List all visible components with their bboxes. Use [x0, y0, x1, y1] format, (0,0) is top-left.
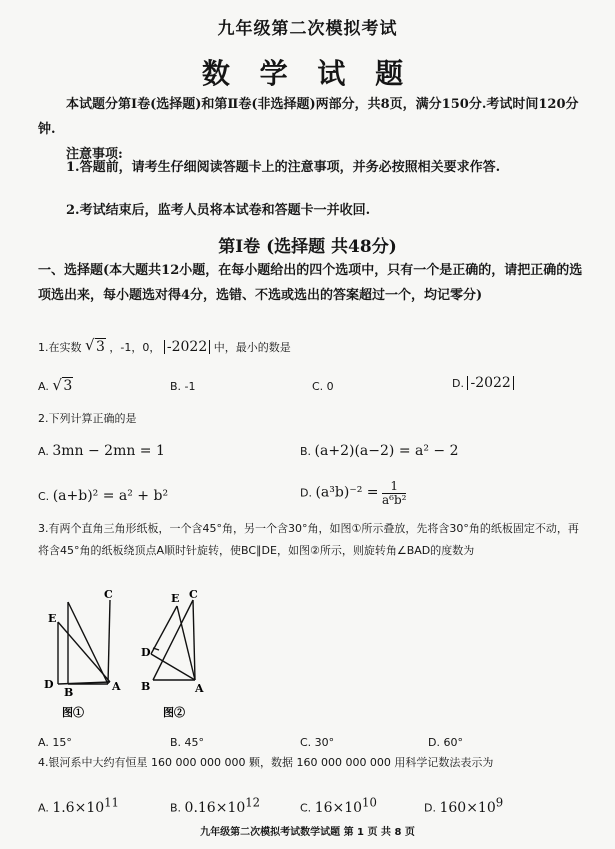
q3-option-c: C. 30°	[300, 736, 335, 749]
question-3-stem: 3.有两个直角三角形纸板，一个含45°角，另一个含30°角，如图①所示叠放，先将含30°角的纸板固定不动，再将含45°角的纸板绕顶点A顺时针旋转，使BC∥DE，如图②所示，则旋转角∠BAD的度数为	[38, 522, 579, 557]
q4-option-b	[170, 795, 260, 816]
q4-option-d	[424, 795, 503, 816]
subject-title: 数 学 试 题	[201, 57, 414, 90]
q4-option-a	[38, 795, 119, 816]
q1-option-a-sqrt: 3	[63, 378, 73, 394]
fraction-numerator: 1	[382, 480, 406, 494]
q1-stem-part-c: 中，最小的数是	[213, 341, 291, 354]
q2-option-b-expr: (a+2)(a−2) = a² − 2	[314, 443, 459, 459]
q1-option-b: B. -1	[170, 380, 196, 393]
figure-1-diagram	[40, 588, 130, 718]
figure-2-diagram	[135, 588, 225, 718]
q4-option-c-exponent: 10	[362, 795, 377, 809]
q4-option-b-base: 0.16×10	[184, 799, 246, 816]
notice-2: 2.考试结束后，监考人员将本试卷和答题卡一并收回.	[66, 203, 371, 218]
intro-paragraph: 本试题分第Ⅰ卷(选择题)和第Ⅱ卷(非选择题)两部分，共8页，满分150分.考试时间120分钟.	[38, 97, 579, 137]
q2-option-d	[300, 480, 406, 507]
q1-stem-part-a: 1.在实数	[38, 341, 82, 354]
q3-option-a: A. 15°	[38, 736, 72, 749]
question-4-stem: 4.银河系中大约有恒星 160 000 000 000 颗，数据 160 000 000 000 用科学记数法表示为	[38, 756, 494, 769]
q1-sqrt-value: 3	[96, 339, 105, 355]
label-d: D	[44, 678, 54, 691]
q1-option-d-abs: -2022	[467, 376, 513, 390]
question-2-stem: 2.下列计算正确的是	[38, 412, 137, 425]
q2-option-a	[38, 443, 165, 459]
q4-option-d-base: 160×10	[439, 799, 496, 816]
notice-title: 注意事项:	[66, 147, 123, 162]
q3-option-b: B. 45°	[170, 736, 205, 749]
q2-option-d-label: D.	[300, 486, 312, 500]
q1-option-c: C. 0	[312, 380, 334, 393]
label-b: B	[64, 686, 74, 699]
q4-option-d-label: D.	[424, 801, 436, 815]
label-b: B	[141, 680, 151, 693]
q4-option-c-base: 16×10	[314, 799, 363, 816]
q2-option-c-expr: (a+b)² = a² + b²	[52, 488, 169, 504]
figure-2-caption: 图②	[163, 706, 185, 718]
q1-option-a	[38, 378, 73, 394]
label-c: C	[189, 588, 198, 601]
q2-option-d-fraction	[382, 480, 406, 507]
figure-2	[135, 588, 225, 722]
q2-option-b	[300, 443, 459, 459]
q2-option-c-label: C.	[38, 490, 50, 503]
q1-option-a-label: A.	[38, 380, 49, 393]
q4-option-c-label: C.	[300, 801, 312, 815]
sqrt-symbol: √ 3	[85, 336, 105, 355]
label-a: A	[112, 680, 121, 693]
q4-option-c	[300, 795, 377, 816]
exam-title: 九年级第二次模拟考试	[217, 19, 398, 39]
q2-option-a-label: A.	[38, 445, 49, 458]
label-c: C	[104, 588, 113, 601]
q4-option-a-exponent: 11	[104, 795, 119, 809]
label-d: D	[141, 646, 151, 659]
label-e: E	[171, 592, 180, 605]
q4-option-a-base: 1.6×10	[52, 799, 105, 816]
figure-1-caption: 图①	[62, 706, 84, 718]
sqrt-symbol: √ 3	[52, 376, 73, 394]
question-1-stem	[38, 336, 586, 359]
notice-1: 1.答题前，请考生仔细阅读答题卡上的注意事项，并务必按照相关要求作答.	[66, 160, 501, 175]
q3-option-d: D. 60°	[428, 736, 463, 749]
q2-option-b-label: B.	[300, 445, 312, 458]
fraction-denominator: a⁶b²	[382, 493, 407, 507]
q4-option-d-exponent: 9	[495, 795, 504, 809]
section-title: 第Ⅰ卷 (选择题 共48分)	[218, 237, 397, 257]
figure-1	[40, 588, 130, 722]
label-e: E	[48, 612, 57, 625]
page-footer: 九年级第二次模拟考试数学试题 第 1 页 共 8 页	[200, 827, 415, 838]
q2-option-c	[38, 488, 168, 504]
section-instructions: 一、选择题(本大题共12小题，在每小题给出的四个选项中，只有一个是正确的，请把正确的选项选出来，每小题选对得4分，选错、不选或选出的答案超过一个，均记零分)	[38, 263, 583, 303]
q4-option-b-label: B.	[170, 801, 182, 815]
q1-option-d	[452, 376, 514, 390]
q1-abs-value: -2022	[164, 340, 210, 354]
q2-option-a-expr: 3mn − 2mn = 1	[52, 443, 165, 459]
q4-option-a-label: A.	[38, 801, 49, 815]
q1-stem-part-b: ，-1，0，	[109, 341, 161, 354]
q1-option-d-label: D.	[452, 377, 464, 390]
label-a: A	[195, 682, 204, 695]
q4-option-b-exponent: 12	[245, 795, 261, 809]
q2-option-d-lhs: (a³b)⁻² =	[315, 484, 379, 501]
